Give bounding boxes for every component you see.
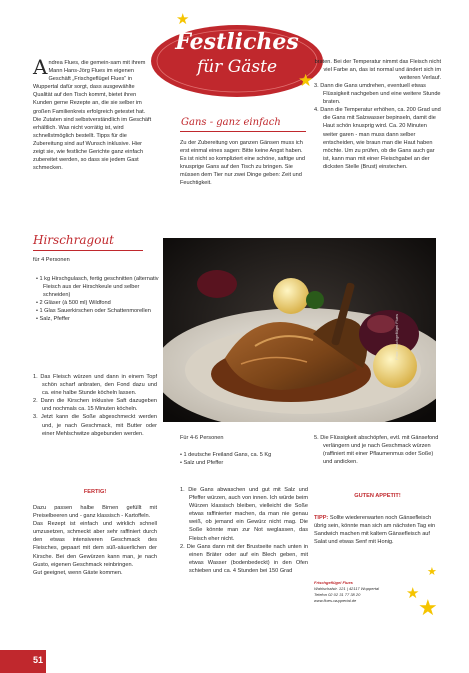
ragout-end: FERTIG! xyxy=(83,489,107,495)
gans-step-2: 2. Die Gans dann mit der Brustseite nach unten in einen Bräter oder auf ein Blech geben, mit etwas Wasser (bodenbedeckt) in den Ofen schieben und ca. 4 Stunden bei 150 Grad xyxy=(180,543,308,574)
star-icon: ★ xyxy=(298,71,314,90)
gans-serves: Für 4-6 Personen xyxy=(180,435,224,441)
ragout-ingredients xyxy=(36,275,160,324)
gans-step-3: 3. Dann die Gans umdrehen, eventuell etwas Flüssigkeit nachgeben und eine weitere Stunde braten. xyxy=(314,83,441,106)
star-icon: ★ xyxy=(418,595,438,620)
ragout-step-3: 3. Jetzt kann die Soße abgeschmeckt werden und, je nach Geschmack, mit Butter oder einer Mehlschwitze abgebunden werden. xyxy=(33,414,157,437)
tipp-label: TIPP: xyxy=(314,515,329,521)
ragout-serves: für 4 Personen xyxy=(33,257,70,263)
address-street: Wahlschalstr. 121 | 42117 Wuppertal xyxy=(314,586,379,591)
ragout-serving-1: Dazu passen halbe Birnen gefüllt mit Preiselbeeren und - ganz klassisch - Kartoffeln. xyxy=(33,505,157,520)
address-phone: Telefon 02 02 31 77 38 20 xyxy=(314,592,361,597)
intro-end: Hier zeigt sie, wie festliche Gerichte ganz einfach zubereitet werden, so dass sie jedem Gast schmecken. xyxy=(33,140,144,172)
gans-intro: Zu der Zubereitung von ganzen Gänsen muss ich erst einmal eines sagen: Bitte keine Angst haben. Es ist nicht so kompliziert eine schöne, saftige und knusprige Gans auf den Tisch zu bringen. Sie müssen dem Tier nur zwei Dinge geben: Zeit und Feuchtigkeit. xyxy=(180,140,305,187)
ragout-ingredient: • 1 Glas Sauerkirschen oder Schattenmorellen xyxy=(36,308,151,315)
intro-lead: ndrea Flues, die gemein-sam mit ihrem Mann Hans-Jörg Flues im eigenen Geschäft „Frischgeflügel Flues“ in Wuppertal dafür sorgt, dass ausgewählte Qualität auf den Tisch kommt, bietet ihren Kunden gerne Rezepte an, die sie selber im großen Familienkreis erfolgreich getestet hat. Die Zutaten sind selbstverständlich im Geschäft erhältlich. Was nicht vorrätig ist, wird schnellstmöglich bestellt. xyxy=(33,60,152,139)
gans-steps-3-4 xyxy=(314,82,441,171)
intro-text xyxy=(33,55,155,172)
title-line1: Festliches xyxy=(175,29,299,55)
ragout-step-2: 2. Dann die Kirschen inklusive Saft dazugeben und nochmals ca. 15 Minuten köcheln. xyxy=(33,398,157,413)
intro-tip: Tipps für die Zubereitung sind auf Wunsch inklusive. xyxy=(33,132,131,147)
ragout-heading-rule xyxy=(33,250,143,251)
gans-steps-1-2 xyxy=(180,486,308,575)
photo-credit: Foto: Frischgeflügel Flues xyxy=(394,313,399,360)
ragout-heading: Hirschragout xyxy=(33,233,114,247)
gans-heading-rule xyxy=(180,131,306,132)
gans-ingredients xyxy=(180,451,305,467)
address-web: www.flues-wuppertal.de xyxy=(314,598,357,603)
address-name: Frischgeflügel Flues xyxy=(314,580,353,585)
ragout-serving-2: Das Rezept ist einfach und wirklich schnell umzusetzen, schmeckt aber sehr raffiniert durch den etwas intensiveren Geschmack des Fleisches, gepaart mit dem süß-säuerlichen der Kirsche. Bei den Gewürzen kann man, je nach Gusto, eigenen Geschmack reinbringen. xyxy=(33,521,157,568)
gans-continuation: braten. Bei der Temperatur nimmt das Fleisch nicht viel Farbe an, das ist normal und ändert sich im weiteren Verlauf. xyxy=(314,59,441,82)
intro-dropcap: A xyxy=(33,55,48,79)
gans-heading: Gans - ganz einfach xyxy=(181,117,281,128)
ragout-serving-3: Gut geeignet, wenn Gäste kommen. xyxy=(33,569,123,576)
tipp-box xyxy=(314,514,441,546)
tipp-text: Sollte wiedererwarten noch Gänsefleisch übrig sein, könnte man sich am nächsten Tag ein Sandwich machen mit kaltem Gänsefleisch auf Salat und etwas Senf mit Honig. xyxy=(314,515,436,546)
ragout-step-1: 1. Das Fleisch würzen und dann in einem Topf schön scharf anbraten, den Fond dazu und ca. eine halbe Stunde köcheln lassen. xyxy=(33,374,157,397)
gans-end: GUTEN APPETIT! xyxy=(354,493,401,499)
ragout-ingredient: • Salz, Pfeffer xyxy=(36,316,70,323)
address-block xyxy=(314,580,414,604)
gans-ingredient: • Salz und Pfeffer xyxy=(180,460,224,467)
gans-step-4: 4. Dann die Temperatur erhöhen, ca. 200 Grad und die Gans mit Salzwasser bepinseln, damit die Haut schön knusprig wird. Ca. 20 Minuten weiter garen - man muss dann selber entscheiden, wie braun man die Haut haben möchte. Um zu prüfen, ob die Gans auch gar ist, kann man mit einer Fleischgabel an der dicksten Stelle (Brust) einstechen. xyxy=(314,107,441,170)
page-number: 51 xyxy=(33,655,44,665)
ragout-ingredient: • 2 Gläser (à 500 ml) Wildfond xyxy=(36,300,111,307)
star-icon: ★ xyxy=(427,566,437,578)
gans-ingredient: • 1 deutsche Freiland Gans, ca. 5 Kg xyxy=(180,452,272,458)
gans-step-1: 1. Die Gans abwaschen und gut mit Salz und Pfeffer würzen, auch von innen. Ich würde beim Würzen klassisch bleiben, vielleicht die Soße etwas raffinierter machen, da man nie genau weiß, ob jemand ein Gewürz nicht mag. Die Soße könnte man zur Not weglassen, das Fleisch eher nicht. xyxy=(180,487,308,542)
star-icon: ★ xyxy=(406,585,420,602)
ragout-serving xyxy=(33,504,157,577)
title-line2: für Gäste xyxy=(196,57,278,77)
ragout-ingredient: • 1 kg Hirschgulasch, fertig geschnitten (alternativ Fleisch aus der Hirschkeule und selber schneiden) xyxy=(36,276,159,299)
star-icon: ★ xyxy=(176,11,190,28)
gans-step-5: 5. Die Flüssigkeit abschöpfen, evtl. mit Gänsefond verlängern und je nach Geschmack würzen (raffiniert mit einer Pflaumenmus oder Soße) und andicken. xyxy=(314,435,439,466)
ragout-steps xyxy=(33,373,157,438)
